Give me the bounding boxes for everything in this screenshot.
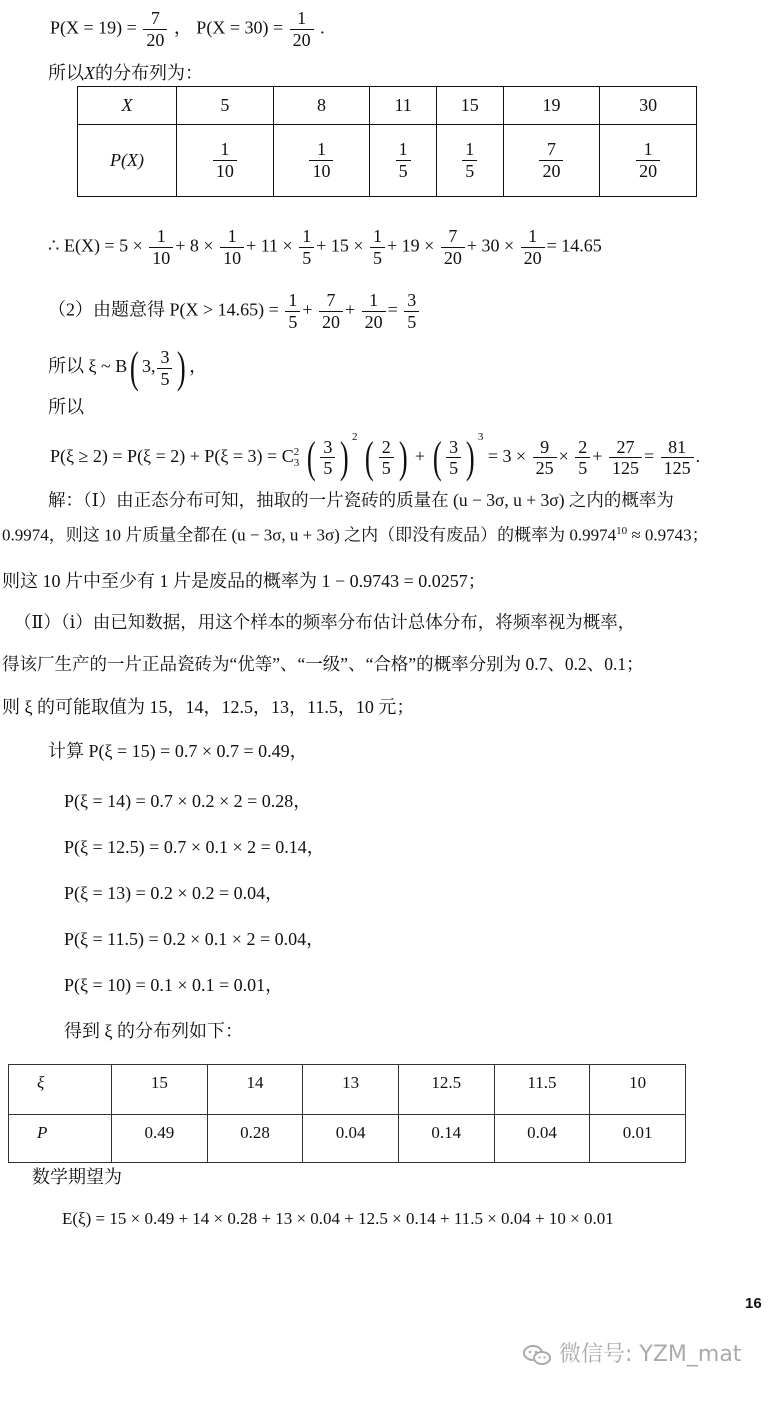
prob-geq-2-line: P(ξ ≥ 2) = P(ξ = 2) + P(ξ = 3) = C 2 3 ( $\frac{3}{5}$ ) $^2$ ( $\frac{2}{5}$ ) + ( $\frac{3}{5}$ ) $^3$ = 3 × $\frac{9}{25}$ × $\frac{2}{5}$ + $\frac{27}{125}$ = $\frac{81}{125}$ .	[50, 431, 701, 482]
frac-1-20: $\frac{1}{20}$	[290, 8, 314, 50]
solution-line-2: 0.9974，则这 10 片质量全都在 (u − 3σ, u + 3σ) 之内（即没有废品）的概率为 $0.9974^{10} \approx 0.9743$；	[2, 525, 709, 545]
frac-7-20: $\frac{7}{20}$	[143, 8, 167, 50]
so-label: 所以	[48, 397, 84, 417]
solution-line-3: 则这 10 片中至少有 1 片是废品的概率为 1 − 0.9743 = 0.0257；	[2, 571, 486, 591]
wechat-icon	[522, 1343, 552, 1367]
prob-line-19-30: P(X = 19) = $\frac{7}{20}$ ， P(X = 30) = $\frac{1}{20}$ .	[50, 8, 325, 50]
expectation-x-line: ∴ E(X) = 5 × $\frac{1}{10}$ + 8 × $\frac{1}{10}$ + 11 × $\frac{1}{5}$ + 15 × $\frac{1}{5}$ + 19 × $\frac{7}{20}$ + 30 × $\frac{1}{20}$ = 14.65	[48, 226, 602, 268]
calc-line-3: P(ξ = 12.5) = 0.7 × 0.1 × 2 = 0.14，	[64, 837, 325, 857]
table-row: X 5 8 11 15 19 30	[78, 87, 697, 125]
calc-line-1: 计算 P(ξ = 15) = 0.7 × 0.7 = 0.49，	[48, 741, 308, 761]
solution-line-5: 得该厂生产的一片正品瓷砖为“优等”、“一级”、“合格”的概率分别为 0.7、0.2、0.1；	[2, 654, 644, 674]
distribution-table-x	[77, 86, 697, 197]
page-number: 16	[745, 1295, 762, 1312]
wechat-watermark: 微信号: YZM_mat	[522, 1337, 741, 1368]
table-row: P 0.49 0.28 0.04 0.14 0.04 0.01	[9, 1115, 686, 1163]
table-row: ξ 15 14 13 12.5 11.5 10	[9, 1065, 686, 1115]
binomial-line: 所以 ξ ~ B( 3, $\frac{3}{5}$ ) ，	[48, 343, 208, 392]
solution-line-4: （Ⅱ）（ⅰ）由已知数据，用这个样本的频率分布估计总体分布，将频率视为概率，	[14, 612, 636, 632]
expectation-label: 数学期望为	[32, 1167, 122, 1187]
calc-line-6: P(ξ = 10) = 0.1 × 0.1 = 0.01，	[64, 975, 284, 995]
calc-line-2: P(ξ = 14) = 0.7 × 0.2 × 2 = 0.28，	[64, 791, 312, 811]
solution-line-1: 解：（Ⅰ）由正态分布可知，抽取的一片瓷砖的质量在 (u − 3σ, u + 3σ) 之内的概率为	[48, 490, 674, 510]
distribution-table-xi	[8, 1064, 686, 1163]
table-row: P(X) $\frac{1}{10}$ $\frac{1}{10}$ $\frac{1}{5}$ $\frac{1}{5}$ $\frac{7}{20}$ $\frac{1}{20}$	[78, 125, 697, 197]
solution-line-6: 则 ξ 的可能取值为 15，14，12.5，13，11.5，10 元；	[2, 697, 415, 717]
dist-xi-intro: 得到 ξ 的分布列如下：	[64, 1021, 244, 1041]
calc-line-5: P(ξ = 11.5) = 0.2 × 0.1 × 2 = 0.04，	[64, 929, 325, 949]
calc-line-4: P(ξ = 13) = 0.2 × 0.2 = 0.04，	[64, 883, 284, 903]
part2-line: （2）由题意得 P(X > 14.65) = $\frac{1}{5}$ + $\frac{7}{20}$ + $\frac{1}{20}$ = $\frac{3}{5}$	[48, 290, 421, 332]
row-label: P(X)	[78, 125, 177, 197]
dist-intro: 所以X的分布列为：	[48, 63, 203, 83]
expectation-formula: E(ξ) = 15 × 0.49 + 14 × 0.28 + 13 × 0.04 + 12.5 × 0.14 + 11.5 × 0.04 + 10 × 0.01	[62, 1209, 614, 1228]
